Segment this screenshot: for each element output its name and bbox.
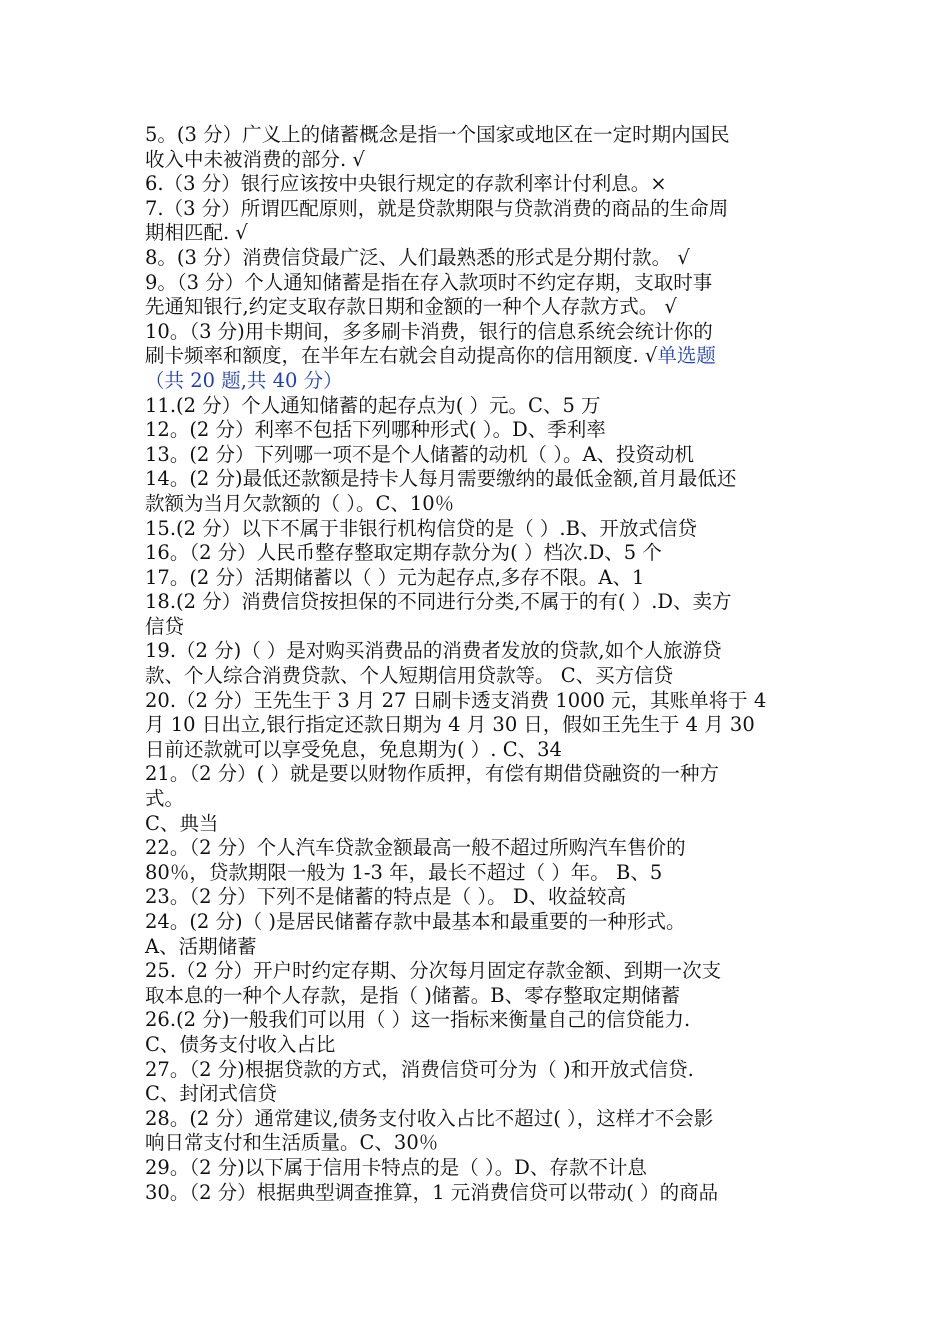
text-line: 19.（2 分)（ ）是对购买消费品的消费者发放的贷款,如个人旅游贷	[145, 639, 722, 663]
text-line: 28。(2 分）通常建议,债务支付收入占比不超过( ），这样才不会影	[145, 1106, 714, 1130]
text-line: C、债务支付收入占比	[145, 1032, 336, 1056]
text-line: 8。(3 分）消费信贷最广泛、人们最熟悉的形式是分期付款。 √	[145, 245, 690, 269]
text-line: 21。（2 分）( ）就是要以财物作质押，有偿有期借贷融资的一种方	[145, 762, 719, 786]
text-line: 收入中未被消费的部分. √	[145, 147, 365, 171]
section-heading-count: （共 20 题,共 40 分）	[145, 368, 343, 392]
text-line-with-heading	[145, 344, 813, 369]
document-body	[145, 123, 813, 1205]
text-line: 先通知银行,约定支取存款日期和金额的一种个人存款方式。 √	[145, 295, 677, 319]
text-line: 5。(3 分）广义上的储蓄概念是指一个国家或地区在一定时期内国民	[145, 123, 730, 146]
text-line: 10。（3 分)用卡期间，多多刷卡消费，银行的信息系统会统计你的	[145, 319, 713, 343]
text-line: 80％，贷款期限一般为 1-3 年，最长不超过（ ）年。 B、5	[145, 860, 663, 884]
text-line: 17。(2 分）活期储蓄以（ ）元为起存点,多存不限。A、1	[145, 565, 645, 589]
text-line: 刷卡频率和额度，在半年左右就会自动提高你的信用额度. √	[145, 344, 658, 368]
text-line: 15.(2 分）以下不属于非银行机构信贷的是（ ）.B、开放式信贷	[145, 516, 697, 540]
text-line: 29。（2 分)以下属于信用卡特点的是（ ）。D、存款不计息	[145, 1155, 647, 1179]
text-line: 月 10 日出立,银行指定还款日期为 4 月 30 日，假如王先生于 4 月 30	[145, 713, 755, 737]
text-line: C、封闭式信贷	[145, 1082, 277, 1106]
text-line: 9。（3 分）个人通知储蓄是指在存入款项时不约定存期，支取时事	[145, 270, 713, 294]
text-line: A、活期储蓄	[145, 934, 257, 958]
text-line: 款、个人综合消费贷款、个人短期信用贷款等。 C、买方信贷	[145, 664, 674, 688]
text-line: 款额为当月欠款额的（ ）。C、10％	[145, 491, 455, 515]
text-line: 期相匹配. √	[145, 221, 248, 245]
text-line: 取本息的一种个人存款，是指（ )储蓄。B、零存整取定期储蓄	[145, 983, 681, 1007]
text-line: 18.(2 分）消费信贷按担保的不同进行分类,不属于的有( ）.D、卖方	[145, 590, 732, 614]
text-line: 24。(2 分)（ )是居民储蓄存款中最基本和最重要的一种形式。	[145, 910, 686, 933]
section-heading: 单选题	[657, 344, 716, 368]
text-line: 13。(2 分）下列哪一项不是个人储蓄的动机（ ）。A、投资动机	[145, 442, 695, 466]
text-line: C、典当	[145, 811, 219, 835]
text-line: 响日常支付和生活质量。C、30％	[145, 1131, 439, 1155]
text-line: 12。(2 分）利率不包括下列哪种形式( ）。D、季利率	[145, 418, 606, 442]
text-line: 16。（2 分）人民币整存整取定期存款分为( ）档次.D、5 个	[145, 541, 662, 565]
text-line: 日前还款就可以享受免息，免息期为( ）. C、34	[145, 737, 562, 761]
text-line: 信贷	[145, 614, 185, 638]
text-line: 式。	[145, 787, 185, 811]
text-line: 26.(2 分)一般我们可以用（ ）这一指标来衡量自己的信贷能力.	[145, 1008, 691, 1032]
text-line: 7.（3 分）所谓匹配原则，就是贷款期限与贷款消费的商品的生命周	[145, 196, 729, 220]
text-line: 25.（2 分）开户时约定存期、分次每月固定存款金额、到期一次支	[145, 959, 722, 983]
text-line: 11.(2 分）个人通知储蓄的起存点为( ）元。C、5 万	[145, 393, 601, 417]
text-line: 22。（2 分）个人汽车贷款金额最高一般不超过所购汽车售价的	[145, 836, 686, 860]
text-line: 20.（2 分）王先生于 3 月 27 日刷卡透支消费 1000 元，其账单将于 4	[145, 688, 767, 712]
text-line: 14。(2 分)最低还款额是持卡人每月需要缴纳的最低金额,首月最低还	[145, 467, 737, 491]
text-line: 23。（2 分）下列不是储蓄的特点是（ ）。 D、收益较高	[145, 885, 626, 909]
text-line: 27。（2 分)根据贷款的方式，消费信贷可分为（ )和开放式信贷.	[145, 1057, 694, 1081]
text-line: 30。（2 分）根据典型调查推算，1 元消费信贷可以带动( ）的商品	[145, 1180, 719, 1204]
text-line: 6.（3 分）银行应该按中央银行规定的存款利率计付利息。×	[145, 172, 667, 196]
